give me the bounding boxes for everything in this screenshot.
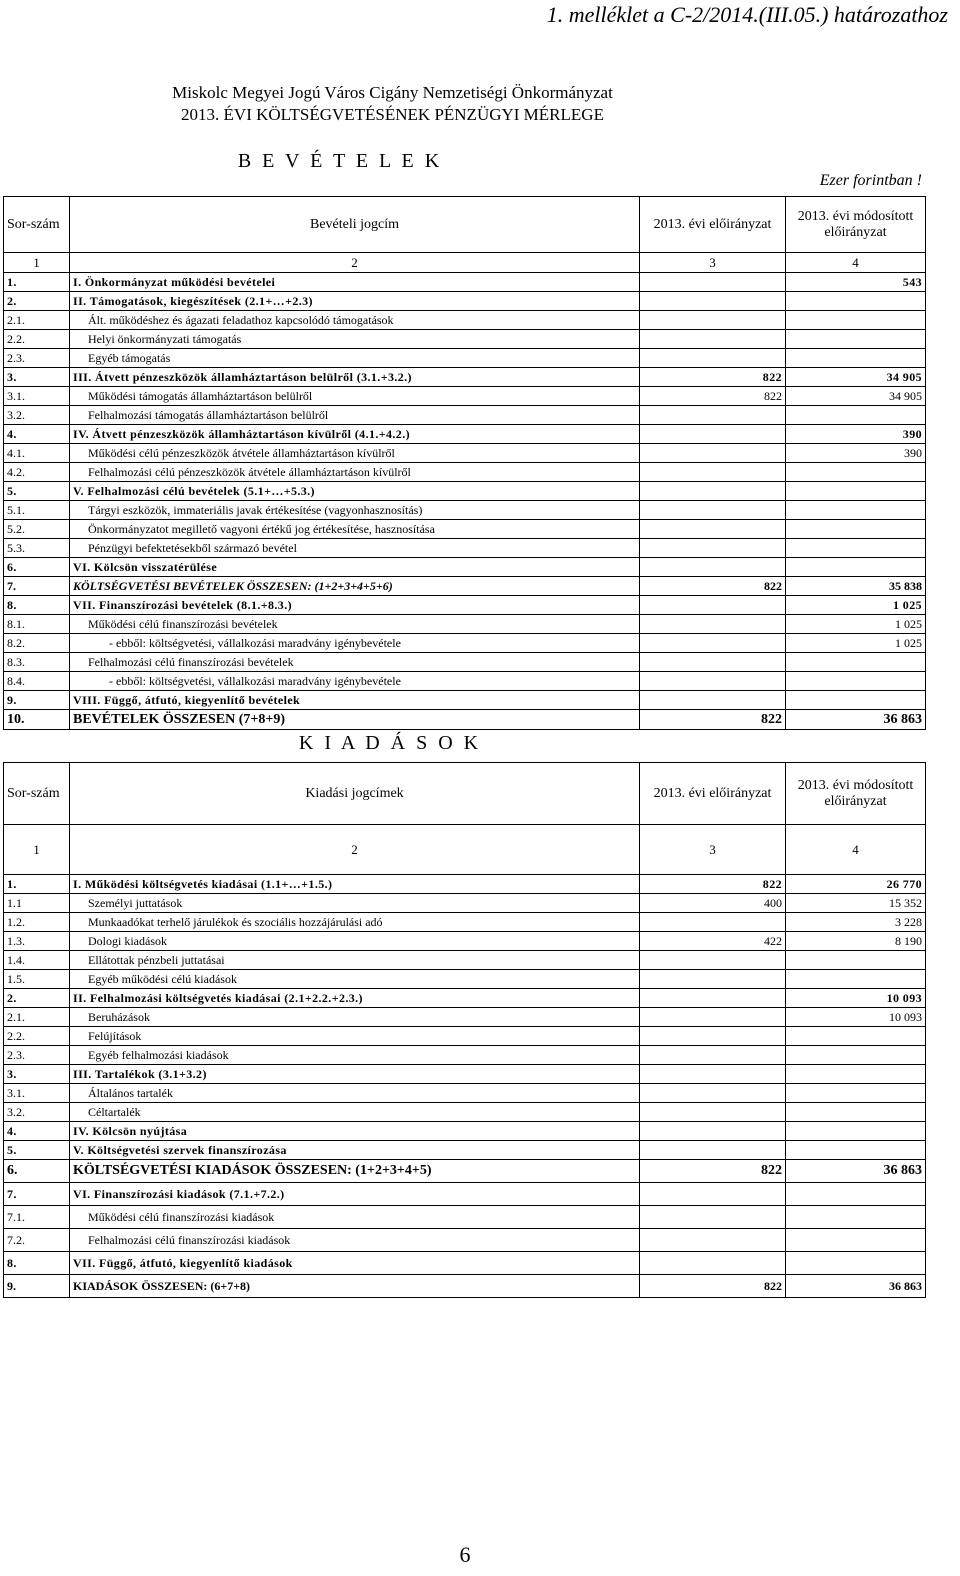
row-title: Dologi kiadások xyxy=(70,932,640,951)
original-amount xyxy=(640,970,786,989)
modified-amount xyxy=(786,1252,926,1275)
table-row xyxy=(4,932,926,951)
modified-amount: 3 228 xyxy=(786,913,926,932)
table-row xyxy=(4,1252,926,1275)
original-amount xyxy=(640,653,786,672)
row-title: Működési célú finanszírozási kiadások xyxy=(70,1206,640,1229)
column-index: 2 xyxy=(70,825,640,875)
original-amount: 400 xyxy=(640,894,786,913)
table-row xyxy=(4,1065,926,1084)
modified-amount: 35 838 xyxy=(786,577,926,596)
original-amount xyxy=(640,1206,786,1229)
table-row xyxy=(4,444,926,463)
original-amount: 822 xyxy=(640,1160,786,1183)
original-amount xyxy=(640,425,786,444)
table-row xyxy=(4,311,926,330)
row-title: I. Működési költségvetés kiadásai (1.1+…+1.5.) xyxy=(70,875,640,894)
original-amount xyxy=(640,501,786,520)
row-number: 3.1. xyxy=(4,1084,70,1103)
modified-amount: 15 352 xyxy=(786,894,926,913)
column-index: 1 xyxy=(4,825,70,875)
row-number: 7.2. xyxy=(4,1229,70,1252)
modified-amount xyxy=(786,330,926,349)
table-row xyxy=(4,406,926,425)
modified-amount xyxy=(786,1206,926,1229)
row-number: 1.3. xyxy=(4,932,70,951)
table-row xyxy=(4,951,926,970)
table-row xyxy=(4,1122,926,1141)
row-title: Tárgyi eszközök, immateriális javak értékesítése (vagyonhasznosítás) xyxy=(70,501,640,520)
original-amount xyxy=(640,1141,786,1160)
modified-amount: 26 770 xyxy=(786,875,926,894)
modified-amount xyxy=(786,1141,926,1160)
column-index: 4 xyxy=(786,825,926,875)
modified-amount xyxy=(786,1122,926,1141)
modified-amount xyxy=(786,970,926,989)
original-amount xyxy=(640,330,786,349)
organization-name: Miskolc Megyei Jogú Város Cigány Nemzetiségi Önkormányzat xyxy=(172,83,613,102)
table-row xyxy=(4,894,926,913)
row-title: - ebből: költségvetési, vállalkozási maradvány igénybevétele xyxy=(70,634,640,653)
expense-section-title: K I A D Á S O K xyxy=(298,732,482,754)
modified-amount xyxy=(786,349,926,368)
table-row xyxy=(4,1160,926,1183)
row-number: 6. xyxy=(4,1160,70,1183)
original-amount: 822 xyxy=(640,875,786,894)
row-title: Munkaadókat terhelő járulékok és szociális hozzájárulási adó xyxy=(70,913,640,932)
original-amount xyxy=(640,615,786,634)
modified-amount: 390 xyxy=(786,425,926,444)
table-row xyxy=(4,989,926,1008)
original-amount xyxy=(640,1122,786,1141)
row-title: Céltartalék xyxy=(70,1103,640,1122)
modified-amount: 390 xyxy=(786,444,926,463)
unit-note: Ezer forintban ! xyxy=(819,172,922,189)
row-title: Személyi juttatások xyxy=(70,894,640,913)
modified-amount: 34 905 xyxy=(786,368,926,387)
row-number: 2.1. xyxy=(4,1008,70,1027)
row-number: 3.2. xyxy=(4,1103,70,1122)
row-title: IV. Átvett pénzeszközök államháztartáson kívülről (4.1.+4.2.) xyxy=(70,425,640,444)
table-row xyxy=(4,1046,926,1065)
row-number: 9. xyxy=(4,1275,70,1298)
row-number: 4. xyxy=(4,425,70,444)
modified-amount: 36 863 xyxy=(786,1160,926,1183)
row-number: 8.4. xyxy=(4,672,70,691)
row-title: Beruházások xyxy=(70,1008,640,1027)
table-row xyxy=(4,653,926,672)
original-amount xyxy=(640,951,786,970)
row-title: KÖLTSÉGVETÉSI KIADÁSOK ÖSSZESEN: (1+2+3+4+5) xyxy=(70,1160,640,1183)
row-title: Felhalmozási célú pénzeszközök átvétele államháztartáson kívülről xyxy=(70,463,640,482)
original-amount xyxy=(640,311,786,330)
original-amount xyxy=(640,1103,786,1122)
row-number: 8.1. xyxy=(4,615,70,634)
modified-amount xyxy=(786,1046,926,1065)
row-title: Felhalmozási támogatás államháztartáson belülről xyxy=(70,406,640,425)
original-amount: 822 xyxy=(640,577,786,596)
modified-amount: 543 xyxy=(786,273,926,292)
row-number: 5. xyxy=(4,1141,70,1160)
modified-amount xyxy=(786,501,926,520)
column-index: 3 xyxy=(640,253,786,273)
table-row xyxy=(4,615,926,634)
table-row xyxy=(4,1103,926,1122)
table-row xyxy=(4,425,926,444)
original-amount: 822 xyxy=(640,1275,786,1298)
row-title: Pénzügyi befektetésekből származó bevétel xyxy=(70,539,640,558)
modified-amount: 1 025 xyxy=(786,634,926,653)
row-title: Működési célú finanszírozási bevételek xyxy=(70,615,640,634)
row-number: 3.1. xyxy=(4,387,70,406)
modified-amount: 36 863 xyxy=(786,1275,926,1298)
table-row xyxy=(4,539,926,558)
row-title: Önkormányzatot megillető vagyoni értékű jog értékesítése, hasznosítása xyxy=(70,520,640,539)
document-title: 2013. ÉVI KÖLTSÉGVETÉSÉNEK PÉNZÜGYI MÉRLEGE xyxy=(181,105,604,124)
row-title: Működési támogatás államháztartáson belülről xyxy=(70,387,640,406)
table-row xyxy=(4,1027,926,1046)
modified-amount xyxy=(786,672,926,691)
table-row xyxy=(4,596,926,615)
table-row xyxy=(4,482,926,501)
table-row xyxy=(4,387,926,406)
table-row xyxy=(4,292,926,311)
row-title: KÖLTSÉGVETÉSI BEVÉTELEK ÖSSZESEN: (1+2+3+4+5+6) xyxy=(70,577,640,596)
original-amount xyxy=(640,292,786,311)
modified-amount: 36 863 xyxy=(786,710,926,730)
row-number: 2.2. xyxy=(4,1027,70,1046)
original-amount xyxy=(640,989,786,1008)
table-row xyxy=(4,913,926,932)
row-number: 9. xyxy=(4,691,70,710)
original-amount xyxy=(640,349,786,368)
modified-amount xyxy=(786,1103,926,1122)
row-number: 5.3. xyxy=(4,539,70,558)
original-amount xyxy=(640,691,786,710)
row-title: Felhalmozási célú finanszírozási bevételek xyxy=(70,653,640,672)
row-title: VIII. Függő, átfutó, kiegyenlítő bevételek xyxy=(70,691,640,710)
row-title: VII. Finanszírozási bevételek (8.1.+8.3.) xyxy=(70,596,640,615)
original-amount xyxy=(640,520,786,539)
column-index: 3 xyxy=(640,825,786,875)
row-title: II. Felhalmozási költségvetés kiadásai (2.1+2.2.+2.3.) xyxy=(70,989,640,1008)
row-number: 8.2. xyxy=(4,634,70,653)
column-header-original: 2013. évi előirányzat xyxy=(640,197,786,253)
row-title: VI. Finanszírozási kiadások (7.1.+7.2.) xyxy=(70,1183,640,1206)
expense-rows xyxy=(4,875,926,1298)
original-amount xyxy=(640,596,786,615)
row-number: 1.1 xyxy=(4,894,70,913)
modified-amount xyxy=(786,951,926,970)
modified-amount: 1 025 xyxy=(786,615,926,634)
original-amount xyxy=(640,672,786,691)
modified-amount xyxy=(786,691,926,710)
modified-amount xyxy=(786,311,926,330)
original-amount xyxy=(640,1229,786,1252)
original-amount xyxy=(640,1183,786,1206)
page-number: 6 xyxy=(459,1542,471,1567)
table-row xyxy=(4,330,926,349)
row-number: 8. xyxy=(4,596,70,615)
modified-amount xyxy=(786,1229,926,1252)
row-title: Egyéb felhalmozási kiadások xyxy=(70,1046,640,1065)
modified-amount: 10 093 xyxy=(786,1008,926,1027)
column-header-title: Bevételi jogcím xyxy=(70,197,640,253)
table-row xyxy=(4,349,926,368)
original-amount xyxy=(640,913,786,932)
row-number: 3. xyxy=(4,368,70,387)
original-amount: 422 xyxy=(640,932,786,951)
original-amount xyxy=(640,539,786,558)
row-number: 2. xyxy=(4,989,70,1008)
modified-amount xyxy=(786,482,926,501)
table-row xyxy=(4,368,926,387)
original-amount xyxy=(640,1027,786,1046)
row-number: 5.2. xyxy=(4,520,70,539)
table-row xyxy=(4,1084,926,1103)
column-index: 2 xyxy=(70,253,640,273)
original-amount xyxy=(640,406,786,425)
row-title: V. Költségvetési szervek finanszírozása xyxy=(70,1141,640,1160)
modified-amount xyxy=(786,292,926,311)
row-number: 2.3. xyxy=(4,349,70,368)
row-title: KIADÁSOK ÖSSZESEN: (6+7+8) xyxy=(70,1275,640,1298)
original-amount xyxy=(640,273,786,292)
original-amount: 822 xyxy=(640,710,786,730)
original-amount xyxy=(640,1065,786,1084)
column-index: 4 xyxy=(786,253,926,273)
row-title: I. Önkormányzat működési bevételei xyxy=(70,273,640,292)
original-amount: 822 xyxy=(640,368,786,387)
modified-amount: 1 025 xyxy=(786,596,926,615)
table-row xyxy=(4,1275,926,1298)
table-row xyxy=(4,501,926,520)
row-title: Működési célú pénzeszközök átvétele államháztartáson kívülről xyxy=(70,444,640,463)
modified-amount: 34 905 xyxy=(786,387,926,406)
original-amount xyxy=(640,482,786,501)
row-title: Egyéb támogatás xyxy=(70,349,640,368)
row-number: 4. xyxy=(4,1122,70,1141)
row-number: 7. xyxy=(4,577,70,596)
original-amount: 822 xyxy=(640,387,786,406)
modified-amount xyxy=(786,558,926,577)
row-number: 2. xyxy=(4,292,70,311)
row-number: 3.2. xyxy=(4,406,70,425)
table-row xyxy=(4,970,926,989)
modified-amount xyxy=(786,463,926,482)
row-title: Egyéb működési célú kiadások xyxy=(70,970,640,989)
modified-amount xyxy=(786,653,926,672)
table-row xyxy=(4,1008,926,1027)
column-index: 1 xyxy=(4,253,70,273)
modified-amount xyxy=(786,1183,926,1206)
modified-amount xyxy=(786,1084,926,1103)
row-number: 3. xyxy=(4,1065,70,1084)
original-amount xyxy=(640,463,786,482)
document-heading xyxy=(0,82,785,126)
row-number: 1.5. xyxy=(4,970,70,989)
row-number: 10. xyxy=(4,710,70,730)
row-title: VII. Függő, átfutó, kiegyenlítő kiadások xyxy=(70,1252,640,1275)
row-number: 8.3. xyxy=(4,653,70,672)
table-row xyxy=(4,710,926,730)
table-row xyxy=(4,577,926,596)
revenue-section-title: B E V É T E L E K xyxy=(237,150,443,172)
row-title: IV. Kölcsön nyújtása xyxy=(70,1122,640,1141)
row-number: 2.1. xyxy=(4,311,70,330)
row-title: Helyi önkormányzati támogatás xyxy=(70,330,640,349)
modified-amount xyxy=(786,1065,926,1084)
original-amount xyxy=(640,1252,786,1275)
table-row xyxy=(4,1183,926,1206)
column-header-original: 2013. évi előirányzat xyxy=(640,763,786,825)
table-row xyxy=(4,634,926,653)
row-number: 1. xyxy=(4,875,70,894)
row-number: 1.2. xyxy=(4,913,70,932)
table-row xyxy=(4,672,926,691)
table-row xyxy=(4,1229,926,1252)
row-number: 2.3. xyxy=(4,1046,70,1065)
row-title: VI. Kölcsön visszatérülése xyxy=(70,558,640,577)
original-amount xyxy=(640,558,786,577)
modified-amount: 10 093 xyxy=(786,989,926,1008)
row-title: Ellátottak pénzbeli juttatásai xyxy=(70,951,640,970)
row-number: 4.1. xyxy=(4,444,70,463)
row-title: Felhalmozási célú finanszírozási kiadások xyxy=(70,1229,640,1252)
column-header-modified: 2013. évi módosított előirányzat xyxy=(786,763,926,825)
row-number: 2.2. xyxy=(4,330,70,349)
column-header-row-number: Sor-szám xyxy=(4,197,70,253)
column-header-modified: 2013. évi módosított előirányzat xyxy=(786,197,926,253)
original-amount xyxy=(640,1046,786,1065)
row-title: - ebből: költségvetési, vállalkozási maradvány igénybevétele xyxy=(70,672,640,691)
row-number: 1.4. xyxy=(4,951,70,970)
revenue-rows xyxy=(4,273,926,730)
original-amount xyxy=(640,444,786,463)
original-amount xyxy=(640,634,786,653)
table-row xyxy=(4,273,926,292)
row-number: 5.1. xyxy=(4,501,70,520)
table-row xyxy=(4,1141,926,1160)
table-row xyxy=(4,463,926,482)
row-number: 7.1. xyxy=(4,1206,70,1229)
row-number: 5. xyxy=(4,482,70,501)
expense-table xyxy=(3,762,926,1298)
table-row xyxy=(4,691,926,710)
row-number: 8. xyxy=(4,1252,70,1275)
modified-amount: 8 190 xyxy=(786,932,926,951)
row-title: Általános tartalék xyxy=(70,1084,640,1103)
row-number: 4.2. xyxy=(4,463,70,482)
row-title: BEVÉTELEK ÖSSZESEN (7+8+9) xyxy=(70,710,640,730)
column-header-title: Kiadási jogcímek xyxy=(70,763,640,825)
annex-reference: 1. melléklet a C-2/2014.(III.05.) határozathoz xyxy=(546,2,948,27)
row-title: V. Felhalmozási célú bevételek (5.1+…+5.3.) xyxy=(70,482,640,501)
row-title: III. Átvett pénzeszközök államháztartáson belülről (3.1.+3.2.) xyxy=(70,368,640,387)
revenue-table xyxy=(3,196,926,730)
modified-amount xyxy=(786,406,926,425)
table-row xyxy=(4,558,926,577)
row-number: 6. xyxy=(4,558,70,577)
row-title: Ált. működéshez és ágazati feladathoz kapcsolódó támogatások xyxy=(70,311,640,330)
row-number: 1. xyxy=(4,273,70,292)
original-amount xyxy=(640,1008,786,1027)
row-number: 7. xyxy=(4,1183,70,1206)
row-title: III. Tartalékok (3.1+3.2) xyxy=(70,1065,640,1084)
table-row xyxy=(4,1206,926,1229)
original-amount xyxy=(640,1084,786,1103)
row-title: II. Támogatások, kiegészítések (2.1+…+2.3) xyxy=(70,292,640,311)
table-row xyxy=(4,520,926,539)
column-header-row-number: Sor-szám xyxy=(4,763,70,825)
modified-amount xyxy=(786,1027,926,1046)
modified-amount xyxy=(786,520,926,539)
row-title: Felújítások xyxy=(70,1027,640,1046)
table-row xyxy=(4,875,926,894)
modified-amount xyxy=(786,539,926,558)
